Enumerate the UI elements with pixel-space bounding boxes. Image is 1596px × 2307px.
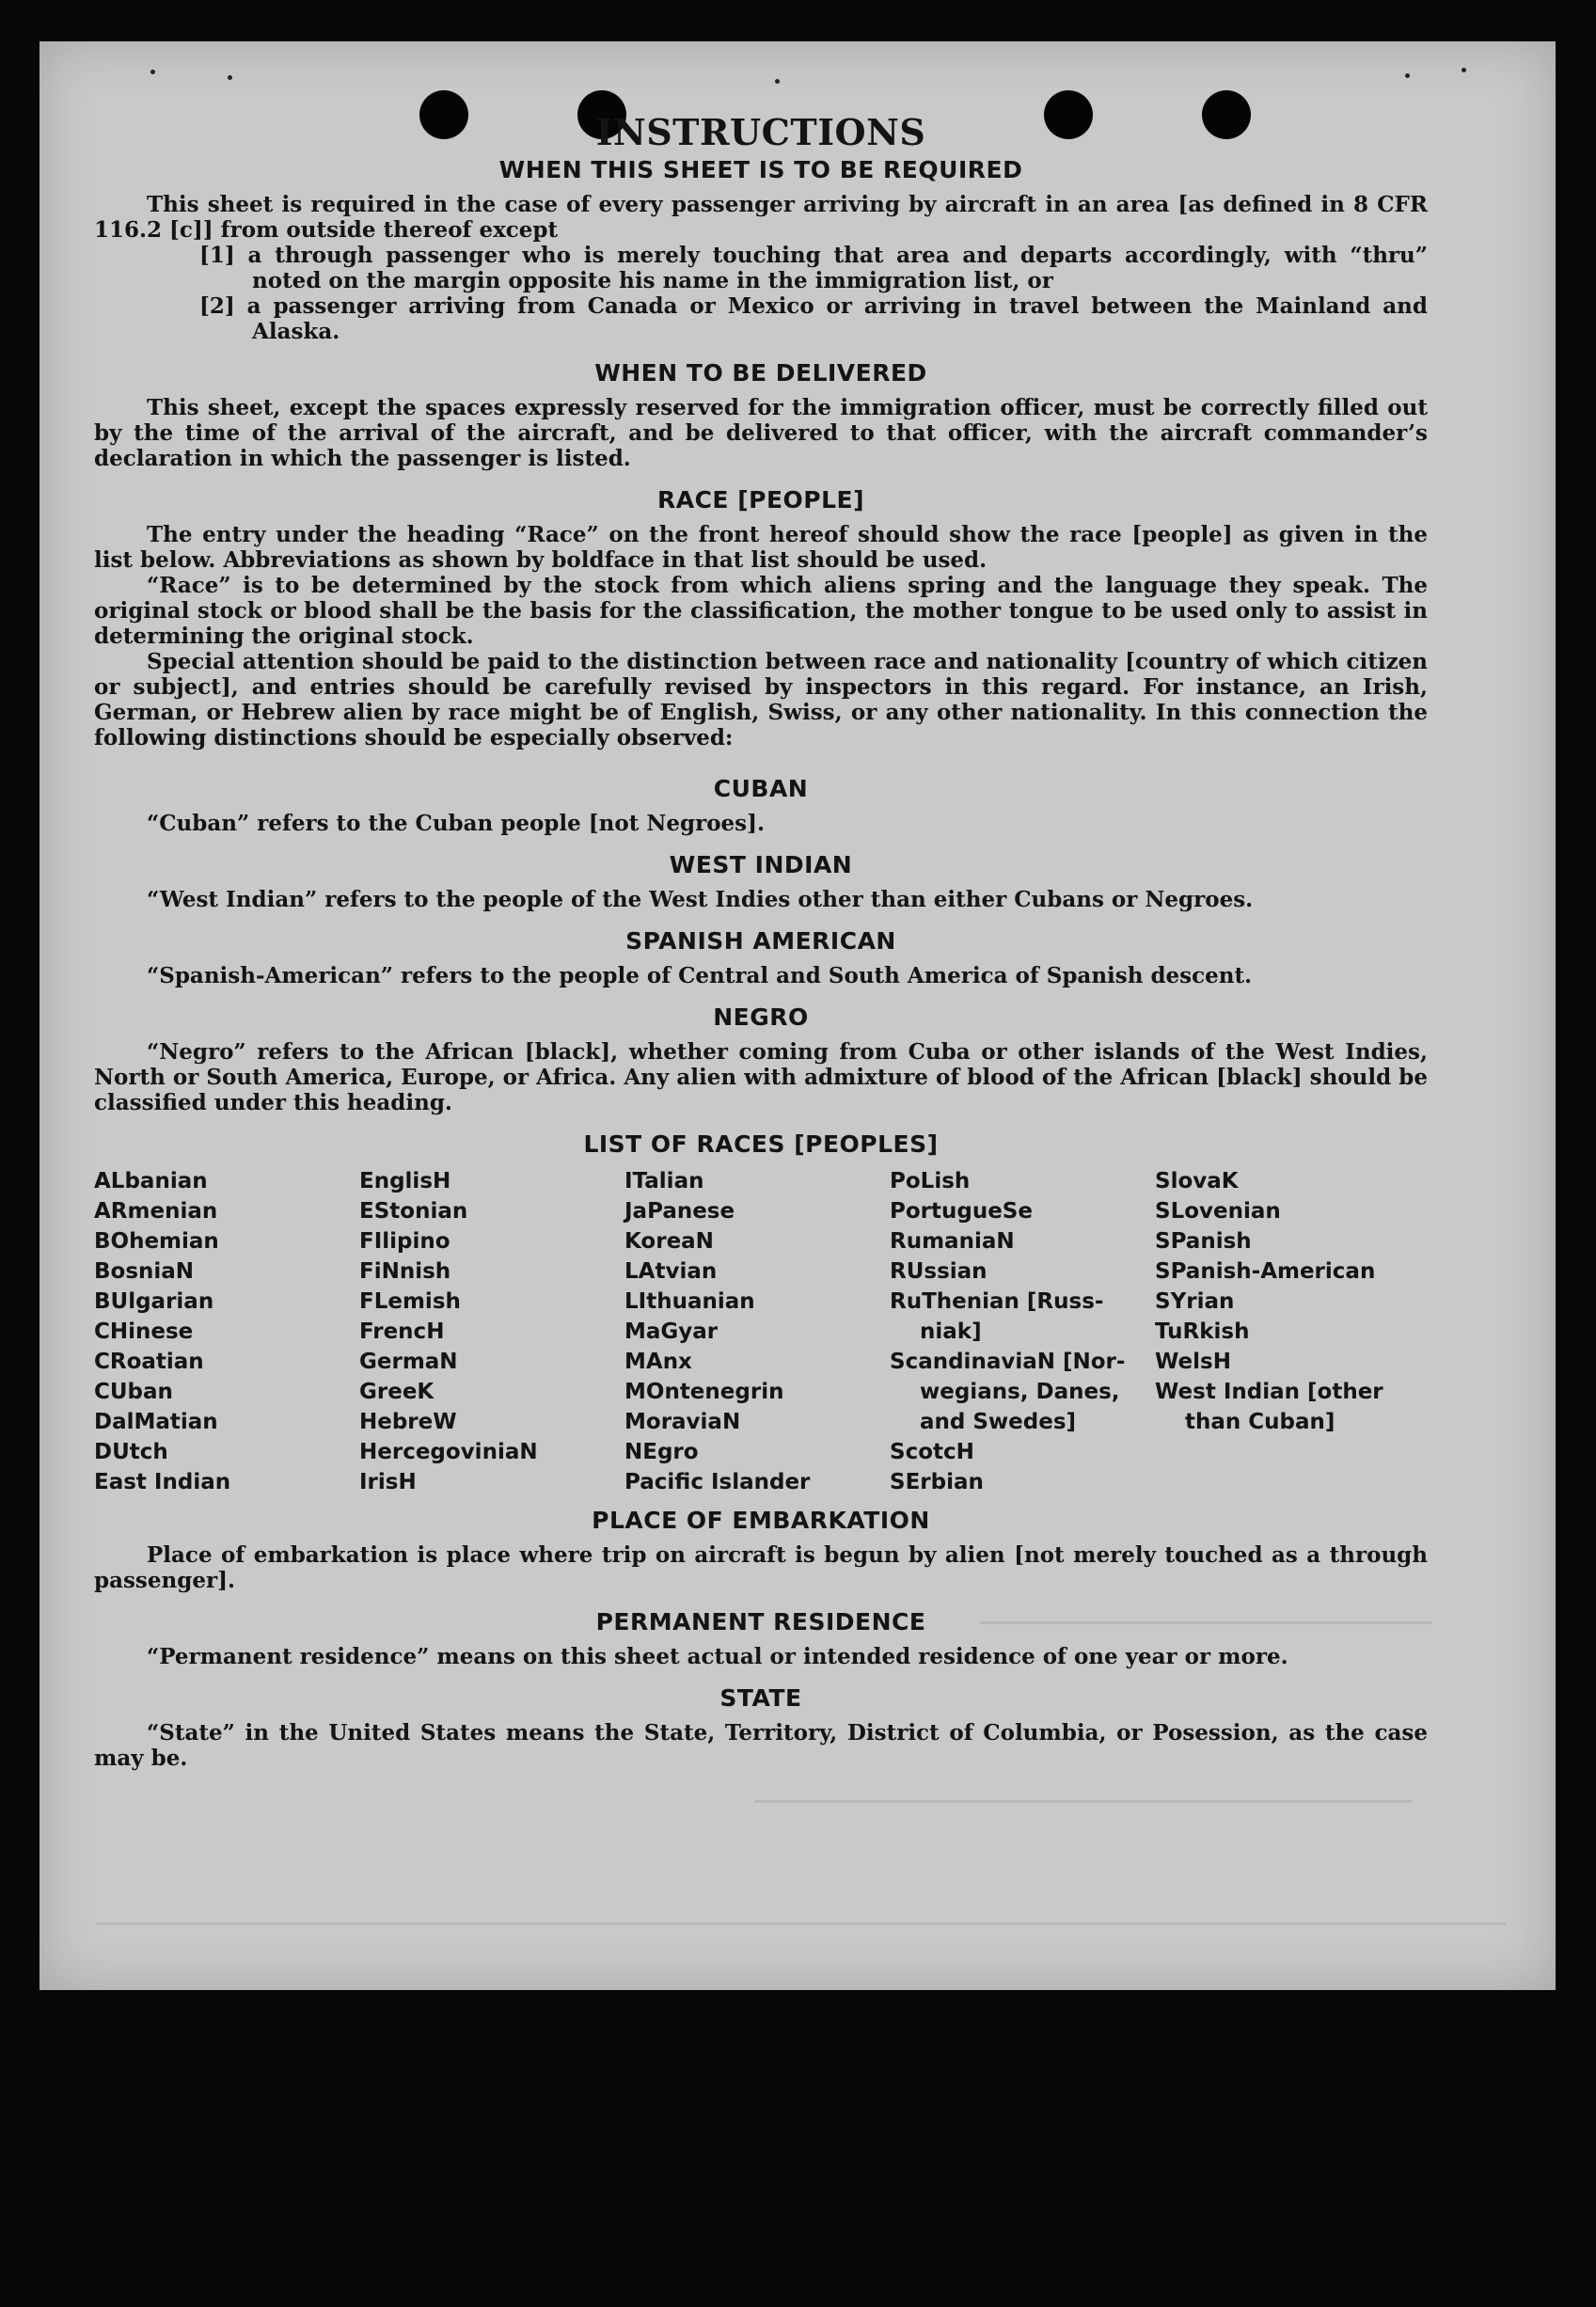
race-entry: FIlipino [359, 1229, 450, 1254]
race-entry: KoreaN [624, 1229, 714, 1254]
race-entry: ScandinaviaN [Nor- [890, 1350, 1126, 1374]
race-entry: East Indian [94, 1470, 231, 1494]
negro-text: “Negro” refers to the African [black], whether coming from Cuba or other islands of the West Indies, North or South America, Europe, or Africa. Any alien with admixture of blood of the African [black] should be classified under this heading. [94, 1039, 1428, 1115]
state-text: “State” in the United States means the State, Territory, District of Columbia, or Posession, as the case may be. [94, 1720, 1428, 1771]
race-column-2 [359, 1166, 624, 1497]
race-entry: FiNnish [359, 1259, 451, 1284]
required-item-1: [1] a through passenger who is merely touching that area and departs accordingly, with “thru” noted on the margin opposite his name in the immigration list, or [199, 243, 1428, 293]
required-intro: This sheet is required in the case of every passenger arriving by aircraft in an area [as defined in 8 CFR 116.2 [c]] from outside thereof except [94, 192, 1428, 243]
section-heading-west-indian: WEST INDIAN [669, 851, 853, 878]
race-entry: PortugueSe [890, 1199, 1033, 1224]
delivered-text: This sheet, except the spaces expressly reserved for the immigration officer, must be correctly filled out by the time of the arrival of the aircraft, and be delivered to that officer, with the aircraft commander’s declaration in which the passenger is listed. [94, 395, 1428, 471]
west-indian-text: “West Indian” refers to the people of the West Indies other than either Cubans or Negroes. [147, 887, 1254, 912]
race-entry: PoLish [890, 1169, 971, 1193]
race-entry: WelsH [1155, 1350, 1231, 1374]
race-entry: GermaN [359, 1350, 458, 1374]
race-entry-continuation: than Cuban] [1185, 1410, 1335, 1434]
race-entry: RumaniaN [890, 1229, 1015, 1254]
race-entry: RUssian [890, 1259, 988, 1284]
section-heading-list-of-races: LIST OF RACES [PEOPLES] [583, 1130, 939, 1158]
race-entry: ScotcH [890, 1440, 974, 1464]
section-heading-residence: PERMANENT RESIDENCE [595, 1608, 926, 1635]
race-column-5 [1155, 1166, 1428, 1497]
speck [228, 75, 232, 80]
race-paragraph-3: Special attention should be paid to the distinction between race and nationality [country of which citizen or subject], and entries should be carefully revised by inspectors in this regard. For instance, an Irish, German, or Hebrew alien by race might be of English, Swiss, or any other nationality. In this connection the following distinctions should be especially observed: [94, 649, 1428, 751]
race-column-3 [624, 1166, 890, 1497]
race-entry: BosniaN [94, 1259, 195, 1284]
race-entry: CUban [94, 1380, 173, 1404]
race-entry: ALbanian [94, 1169, 208, 1193]
race-entry-continuation: wegians, Danes, [920, 1380, 1120, 1404]
race-entry: ARmenian [94, 1199, 218, 1224]
speck [1405, 73, 1410, 78]
race-entry: FLemish [359, 1289, 461, 1314]
race-paragraph-2: “Race” is to be determined by the stock from which aliens spring and the language they speak. The original stock or blood shall be the basis for the classification, the mother tongue to be used only to assist in determining the original stock. [94, 573, 1428, 649]
race-entry: SPanish [1155, 1229, 1252, 1254]
bleed-through-line [96, 1922, 1507, 1925]
section-heading-negro: NEGRO [713, 1003, 809, 1031]
race-entry: SErbian [890, 1470, 984, 1494]
race-entry: DalMatian [94, 1410, 218, 1434]
section-heading-state: STATE [719, 1684, 802, 1712]
race-list [94, 1166, 1428, 1497]
race-paragraph-1: The entry under the heading “Race” on the front hereof should show the race [people] as given in the list below. Abbreviations as shown by boldface in that list should be used. [94, 522, 1428, 573]
race-entry: SLovenian [1155, 1199, 1281, 1224]
section-heading-delivered: WHEN TO BE DELIVERED [594, 359, 927, 387]
speck [1462, 68, 1466, 72]
cuban-text: “Cuban” refers to the Cuban people [not Negroes]. [147, 811, 766, 836]
race-entry: EStonian [359, 1199, 468, 1224]
speck [150, 70, 155, 74]
page-title: INSTRUCTIONS [595, 111, 926, 153]
race-entry: TuRkish [1155, 1319, 1250, 1344]
section-heading-embarkation: PLACE OF EMBARKATION [592, 1507, 930, 1534]
race-entry: Pacific Islander [624, 1470, 811, 1494]
section-heading-spanish-american: SPANISH AMERICAN [625, 927, 896, 955]
race-entry: JaPanese [624, 1199, 735, 1224]
race-entry: DUtch [94, 1440, 168, 1464]
bleed-through-line [754, 1800, 1413, 1803]
race-entry: RuThenian [Russ- [890, 1289, 1104, 1314]
race-entry: IrisH [359, 1470, 417, 1494]
race-entry: CRoatian [94, 1350, 204, 1374]
race-entry: GreeK [359, 1380, 435, 1404]
race-entry: HercegoviniaN [359, 1440, 538, 1464]
embarkation-text: Place of embarkation is place where trip on aircraft is begun by alien [not merely touched as a through passenger]. [94, 1542, 1428, 1593]
instructions-content [94, 111, 1428, 1771]
section-heading-cuban: CUBAN [713, 775, 809, 802]
race-entry: SlovaK [1155, 1169, 1239, 1193]
race-column-1 [94, 1166, 359, 1497]
race-entry: LIthuanian [624, 1289, 755, 1314]
race-entry: ITalian [624, 1169, 704, 1193]
race-entry: EnglisH [359, 1169, 451, 1193]
speck [775, 79, 780, 84]
race-entry: CHinese [94, 1319, 194, 1344]
race-column-4 [890, 1166, 1155, 1497]
residence-text: “Permanent residence” means on this sheet actual or intended residence of one year or more. [147, 1644, 1288, 1669]
race-entry: LAtvian [624, 1259, 718, 1284]
race-entry: MAnx [624, 1350, 692, 1374]
race-entry: MaGyar [624, 1319, 719, 1344]
race-entry: SYrian [1155, 1289, 1235, 1314]
race-entry-continuation: and Swedes] [920, 1410, 1077, 1434]
race-entry: MOntenegrin [624, 1380, 784, 1404]
race-entry: SPanish-American [1155, 1259, 1376, 1284]
race-entry: BOhemian [94, 1229, 219, 1254]
race-entry: BUlgarian [94, 1289, 214, 1314]
race-entry: HebreW [359, 1410, 457, 1434]
race-entry-continuation: niak] [920, 1319, 982, 1344]
required-item-2: [2] a passenger arriving from Canada or Mexico or arriving in travel between the Mainland and Alaska. [199, 293, 1428, 344]
spanish-american-text: “Spanish-American” refers to the people of Central and South America of Spanish descent. [147, 963, 1253, 988]
race-entry: West Indian [other [1155, 1380, 1383, 1404]
section-heading-race: RACE [PEOPLE] [656, 486, 865, 514]
race-entry: NEgro [624, 1440, 699, 1464]
race-entry: MoraviaN [624, 1410, 741, 1434]
section-heading-required: WHEN THIS SHEET IS TO BE REQUIRED [498, 156, 1023, 183]
race-entry: FrencH [359, 1319, 445, 1344]
